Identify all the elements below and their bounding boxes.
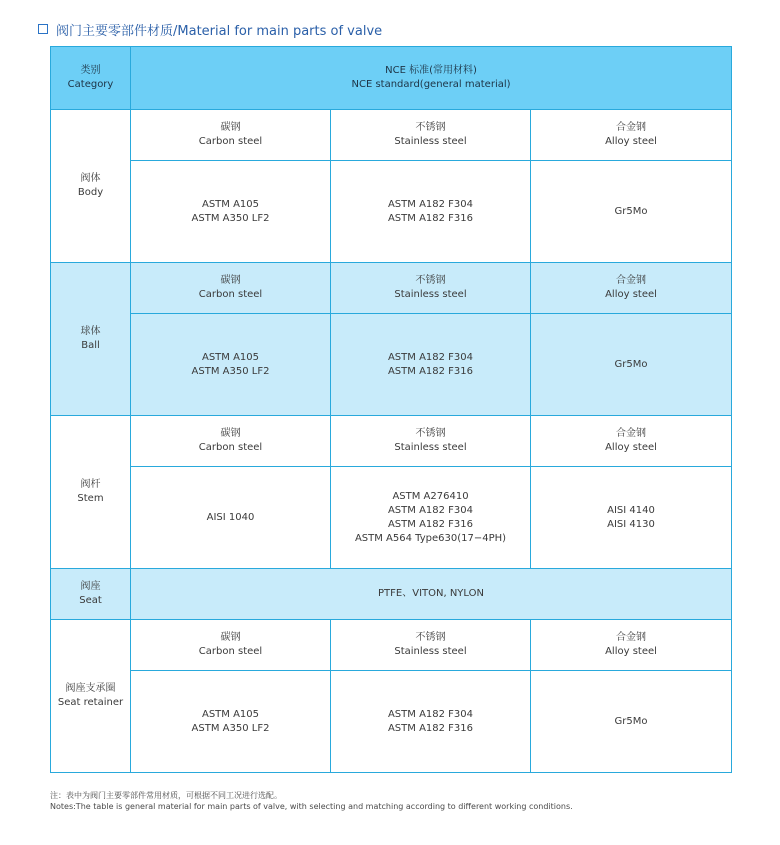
material-spec: ASTM A276410 [392,490,469,502]
material-spec-cell [331,161,531,263]
material-table [50,46,732,773]
material-spec: ASTM A182 F316 [387,722,474,734]
material-type-en: Alloy steel [605,442,657,453]
material-spec: ASTM A182 F316 [387,518,474,530]
category-en: Seat retainer [57,697,124,708]
material-type-cell [131,110,331,161]
category-cell [51,416,131,569]
table-row [51,620,732,671]
material-spec: ASTM A350 LF2 [191,212,270,224]
material-type-en: Alloy steel [605,136,657,147]
material-spec: ASTM A350 LF2 [191,365,270,377]
checkbox-square-icon [38,24,48,34]
header-standard-cn: NCE 标准(常用材料) [385,65,477,76]
table-row [51,569,732,620]
category-cell [51,110,131,263]
material-spec: ASTM A105 [201,351,260,363]
section-title-text: 阀门主要零部件材质/Material for main parts of valve [56,23,383,39]
table-row [51,416,732,467]
material-spec: Gr5Mo [614,358,648,370]
material-value-cell [131,569,732,620]
material-type-cell [531,620,732,671]
material-spec: ASTM A105 [201,708,260,720]
material-spec-cell [331,671,531,773]
material-type-en: Carbon steel [198,136,263,147]
header-standard-en: NCE standard(general material) [351,79,511,90]
material-spec: AISI 4140 [607,504,655,516]
header-category-en: Category [67,79,114,90]
material-spec: ASTM A182 F304 [387,351,474,363]
table-row [51,671,732,773]
material-type-cell [531,416,732,467]
material-type-cn: 碳钢 [220,275,241,286]
material-type-cell [131,416,331,467]
category-cell [51,569,131,620]
material-type-en: Carbon steel [198,289,263,300]
material-spec: ASTM A182 F304 [387,504,474,516]
material-type-cell [531,110,732,161]
material-spec: ASTM A350 LF2 [191,722,270,734]
material-spec: ASTM A182 F316 [387,212,474,224]
material-type-cell [131,263,331,314]
category-cn: 阀体 [80,173,101,184]
material-type-cell [531,263,732,314]
material-spec-cell [131,671,331,773]
material-spec-cell [531,671,732,773]
material-type-en: Carbon steel [198,646,263,657]
material-type-en: Stainless steel [394,289,467,300]
material-spec: AISI 4130 [607,518,655,530]
category-cn: 球体 [80,326,101,337]
material-type-en: Stainless steel [394,646,467,657]
category-cn: 阀座支承圈 [65,683,116,694]
material-spec-cell [531,161,732,263]
material-spec: ASTM A182 F304 [387,708,474,720]
material-spec-cell [331,467,531,569]
material-spec-cell [531,314,732,416]
material-spec: Gr5Mo [614,205,648,217]
material-type-cn: 合金钢 [616,428,646,439]
notes-en: Notes:The table is general material for main parts of valve, with selecting and matching according to different working conditions. [50,802,573,811]
table-notes [50,790,573,812]
table-row [51,314,732,416]
material-type-cn: 合金钢 [616,122,646,133]
category-en: Seat [79,595,102,606]
material-spec-cell [531,467,732,569]
material-type-cn: 不锈钢 [415,122,446,133]
material-type-cn: 不锈钢 [415,275,446,286]
material-spec-cell [331,314,531,416]
table-row [51,110,732,161]
material-spec-cell [131,314,331,416]
material-spec-cell [131,467,331,569]
material-spec: ASTM A182 F304 [387,198,474,210]
category-cn: 阀座 [80,581,101,592]
material-type-cell [131,620,331,671]
material-spec: Gr5Mo [614,715,648,727]
section-title [38,20,382,38]
category-en: Stem [77,493,104,504]
material-type-cell [331,263,531,314]
material-spec: ASTM A182 F316 [387,365,474,377]
category-cn: 阀杆 [80,479,101,490]
notes-cn: 注：表中为阀门主要零部件常用材质，可根据不同工况进行选配。 [50,791,282,800]
material-type-cell [331,416,531,467]
table-row [51,467,732,569]
material-type-cn: 碳钢 [220,122,241,133]
header-category [51,47,131,110]
table-header-row [51,47,732,110]
material-value: PTFE、VITON, NYLON [378,588,484,599]
material-spec: AISI 1040 [206,511,255,523]
material-type-cn: 不锈钢 [415,428,446,439]
material-spec-cell [131,161,331,263]
material-type-cn: 不锈钢 [415,632,446,643]
category-en: Body [77,187,104,198]
table-row [51,263,732,314]
material-type-cn: 合金钢 [616,275,646,286]
material-type-en: Stainless steel [394,442,467,453]
material-type-cn: 合金钢 [616,632,646,643]
category-cell [51,620,131,773]
material-type-en: Alloy steel [605,646,657,657]
header-category-cn: 类别 [80,65,101,76]
material-type-cell [331,110,531,161]
material-type-cell [331,620,531,671]
material-type-cn: 碳钢 [220,428,241,439]
category-cell [51,263,131,416]
category-en: Ball [81,340,100,351]
material-type-en: Alloy steel [605,289,657,300]
material-type-en: Carbon steel [198,442,263,453]
material-spec: ASTM A105 [201,198,260,210]
material-type-en: Stainless steel [394,136,467,147]
table-row [51,161,732,263]
material-type-cn: 碳钢 [220,632,241,643]
material-spec: ASTM A564 Type630(17−4PH) [354,532,507,544]
header-standard [131,47,732,110]
